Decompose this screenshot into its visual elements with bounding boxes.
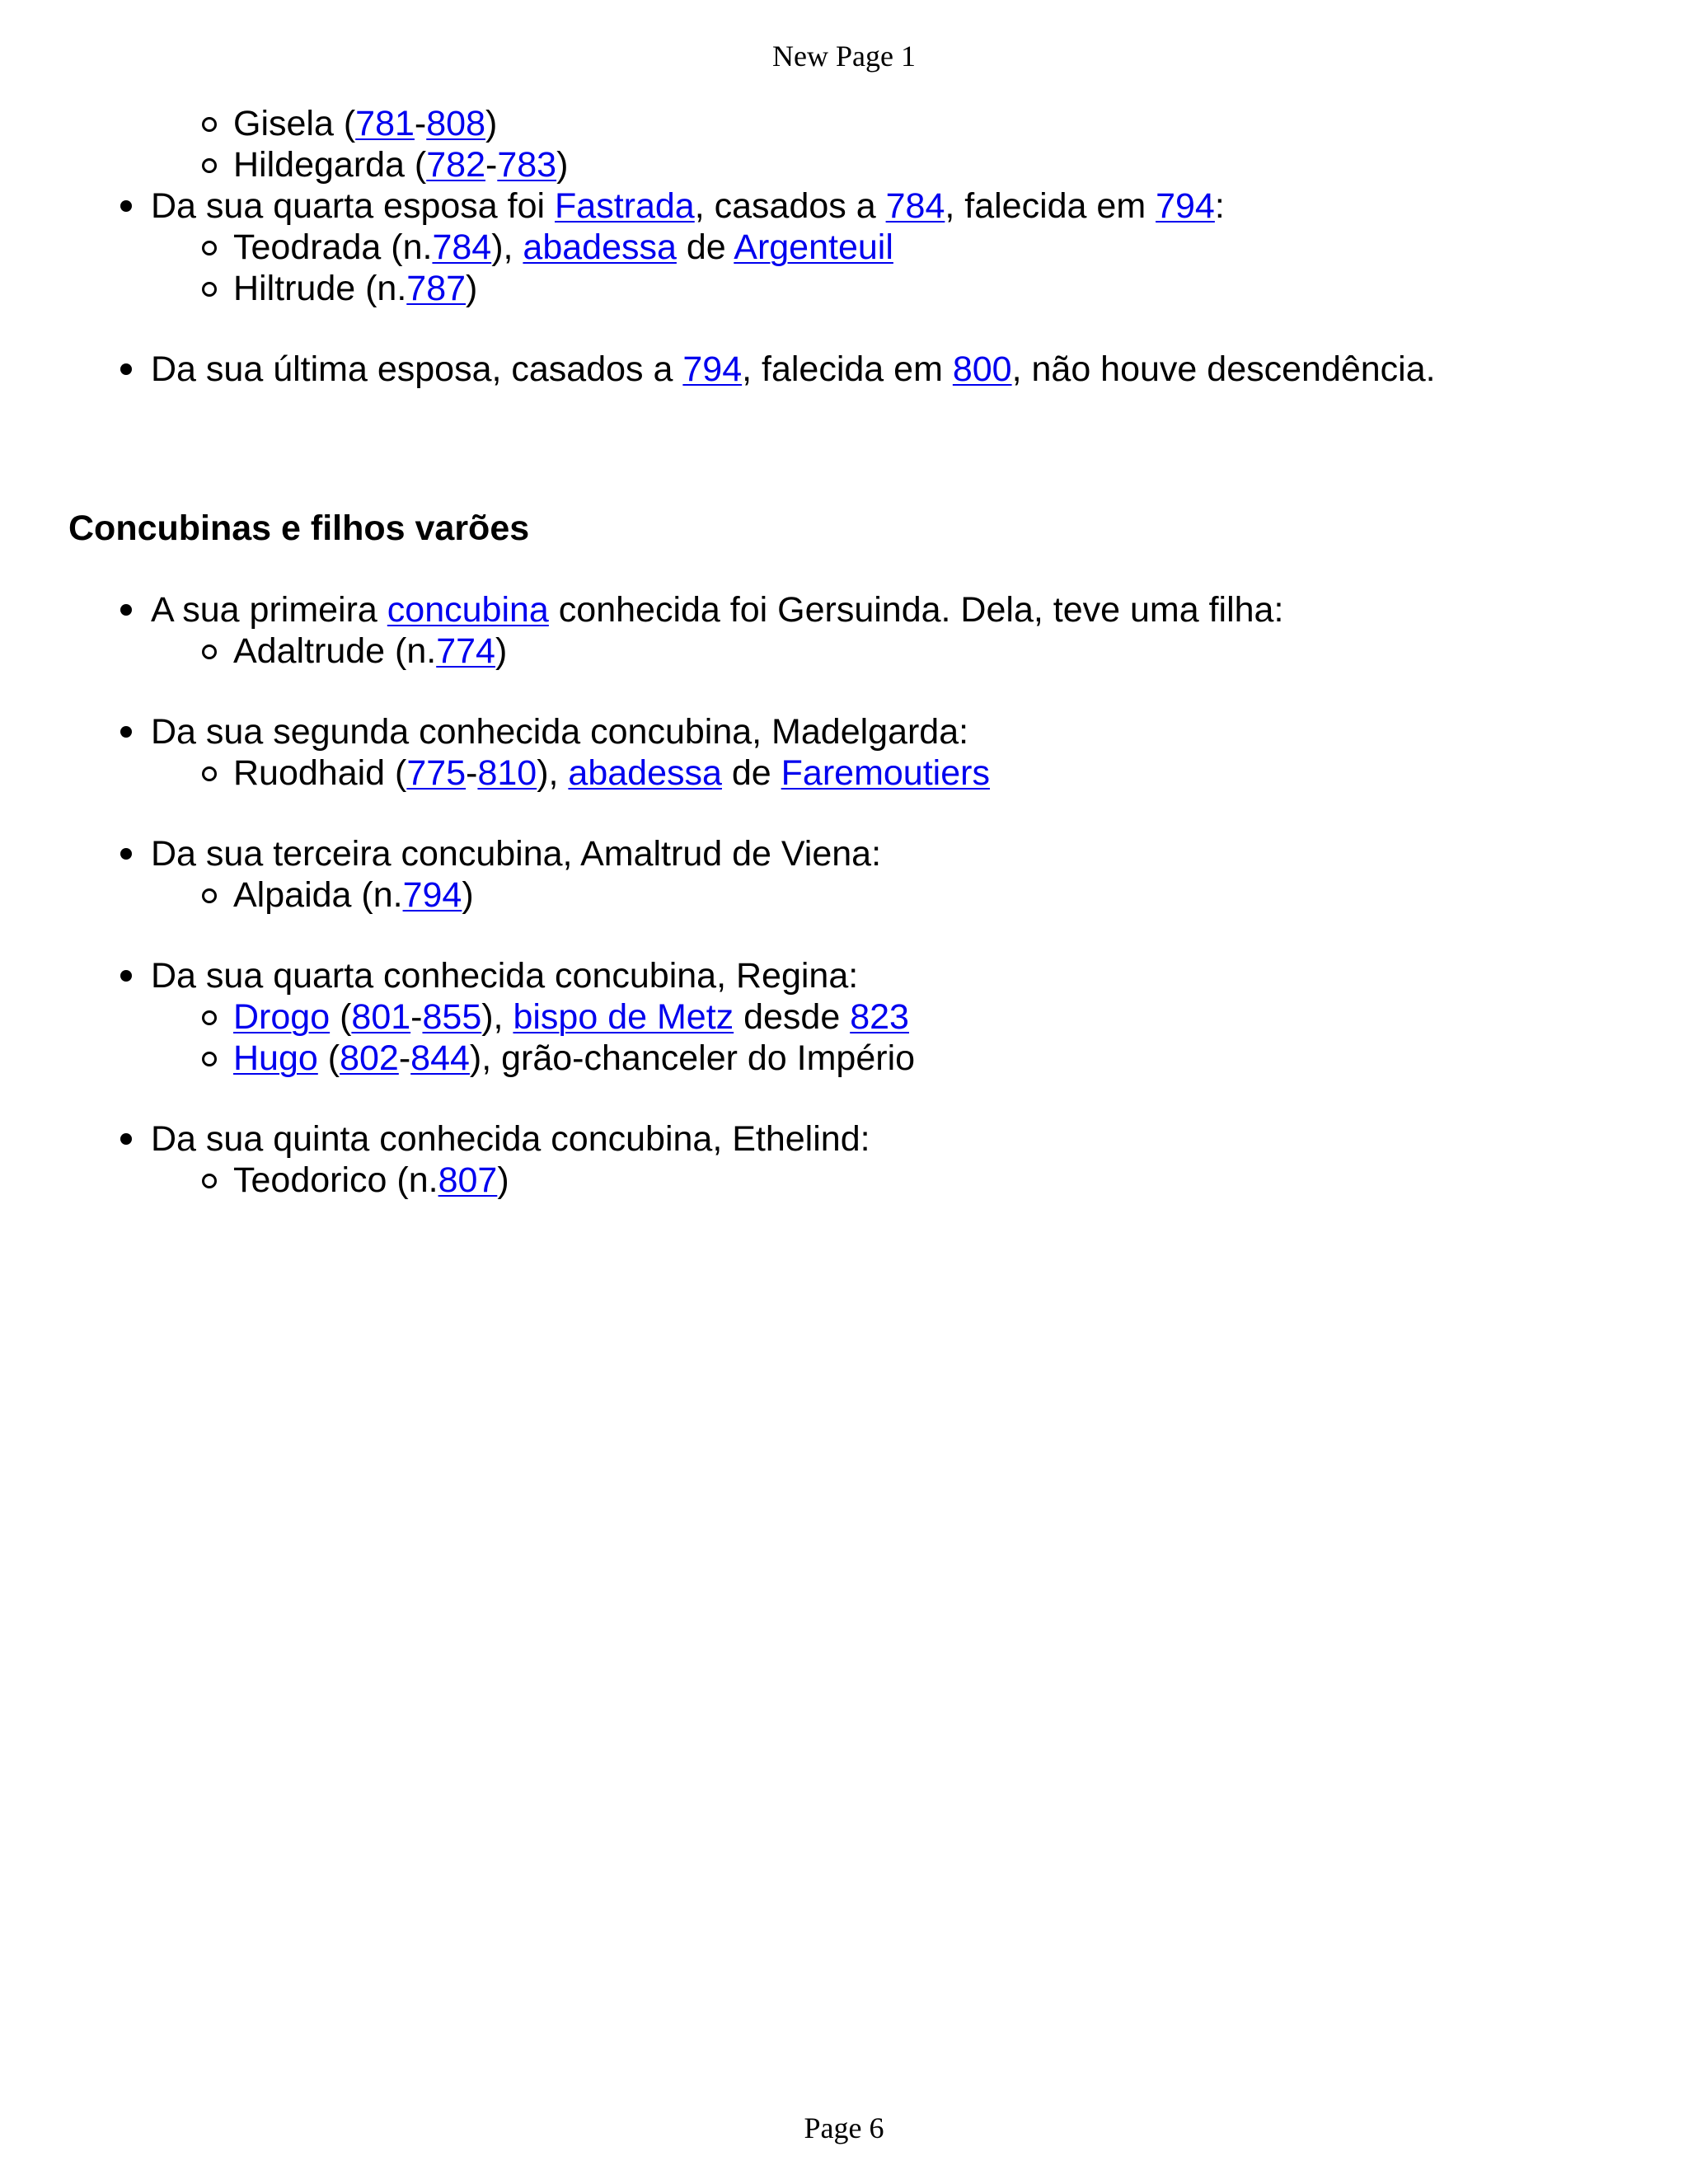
list-item-gisela: Gisela (781-808) <box>233 103 497 144</box>
list-item-teodrada: Teodrada (n.784), abadessa de Argenteuil <box>233 227 893 268</box>
year-link[interactable]: 801 <box>351 997 411 1037</box>
circle-bullet-icon <box>202 888 217 903</box>
argenteuil-link[interactable]: Argenteuil <box>734 227 893 267</box>
year-link[interactable]: 823 <box>850 997 909 1037</box>
list-item-fourth-wife: Da sua quarta esposa foi Fastrada, casados a 784, falecida em 794: <box>151 185 1225 227</box>
circle-bullet-icon <box>202 241 217 255</box>
year-link[interactable]: 784 <box>432 227 492 267</box>
year-link[interactable]: 783 <box>497 145 557 185</box>
abadessa-link[interactable]: abadessa <box>568 753 722 793</box>
list-item-hildegarda: Hildegarda (782-783) <box>233 144 568 185</box>
list-item-first-concubine: A sua primeira concubina conhecida foi Gersuinda. Dela, teve uma filha: <box>151 589 1283 630</box>
year-link[interactable]: 782 <box>426 145 485 185</box>
year-link[interactable]: 794 <box>682 349 743 389</box>
disc-bullet-icon <box>120 848 132 860</box>
circle-bullet-icon <box>202 117 217 132</box>
list-item-teodorico: Teodorico (n.807) <box>233 1160 509 1201</box>
list-item-fourth-concubine: Da sua quarta conhecida concubina, Regina: <box>151 955 858 996</box>
faremoutiers-link[interactable]: Faremoutiers <box>781 753 990 793</box>
circle-bullet-icon <box>202 282 217 297</box>
year-link[interactable]: 844 <box>410 1038 470 1078</box>
circle-bullet-icon <box>202 766 217 781</box>
disc-bullet-icon <box>120 970 132 982</box>
year-link[interactable]: 855 <box>422 997 482 1037</box>
year-link[interactable]: 774 <box>436 631 495 671</box>
year-link[interactable]: 775 <box>406 753 467 793</box>
disc-bullet-icon <box>120 200 132 212</box>
year-link[interactable]: 784 <box>885 186 945 226</box>
disc-bullet-icon <box>120 1133 132 1145</box>
bispo-de-metz-link[interactable]: bispo de Metz <box>513 997 734 1037</box>
year-link[interactable]: 807 <box>438 1160 498 1200</box>
circle-bullet-icon <box>202 1174 217 1188</box>
year-link[interactable]: 810 <box>477 753 537 793</box>
page-header-title: New Page 1 <box>772 40 916 73</box>
circle-bullet-icon <box>202 644 217 659</box>
disc-bullet-icon <box>120 604 132 616</box>
concubina-link[interactable]: concubina <box>387 590 549 630</box>
disc-bullet-icon <box>120 363 132 375</box>
circle-bullet-icon <box>202 158 217 173</box>
circle-bullet-icon <box>202 1052 217 1066</box>
drogo-link[interactable]: Drogo <box>233 997 331 1037</box>
abadessa-link[interactable]: abadessa <box>523 227 677 267</box>
year-link[interactable]: 794 <box>402 875 462 915</box>
list-item-alpaida: Alpaida (n.794) <box>233 874 474 916</box>
list-item-last-wife: Da sua última esposa, casados a 794, falecida em 800, não houve descendência. <box>151 349 1436 390</box>
list-item-hugo: Hugo (802-844), grão-chanceler do Império <box>233 1038 915 1079</box>
year-link[interactable]: 794 <box>1156 186 1215 226</box>
list-item-adaltrude: Adaltrude (n.774) <box>233 630 507 672</box>
year-link[interactable]: 787 <box>406 269 467 308</box>
list-item-fifth-concubine: Da sua quinta conhecida concubina, Ethelind: <box>151 1118 870 1160</box>
list-item-third-concubine: Da sua terceira concubina, Amaltrud de Viena: <box>151 833 881 874</box>
list-item-ruodhaid: Ruodhaid (775-810), abadessa de Faremoutiers <box>233 752 990 794</box>
list-item-drogo: Drogo (801-855), bispo de Metz desde 823 <box>233 996 909 1038</box>
year-link[interactable]: 808 <box>426 104 485 143</box>
disc-bullet-icon <box>120 726 132 738</box>
circle-bullet-icon <box>202 1010 217 1025</box>
section-heading-concubines: Concubinas e filhos varões <box>68 509 530 548</box>
page-number: Page 6 <box>804 2111 884 2144</box>
list-item-second-concubine: Da sua segunda conhecida concubina, Madelgarda: <box>151 711 968 752</box>
year-link[interactable]: 802 <box>340 1038 399 1078</box>
fastrada-link[interactable]: Fastrada <box>555 186 695 226</box>
year-link[interactable]: 781 <box>355 104 415 143</box>
year-link[interactable]: 800 <box>952 349 1012 389</box>
list-item-hiltrude: Hiltrude (n.787) <box>233 268 477 309</box>
hugo-link[interactable]: Hugo <box>233 1038 318 1078</box>
